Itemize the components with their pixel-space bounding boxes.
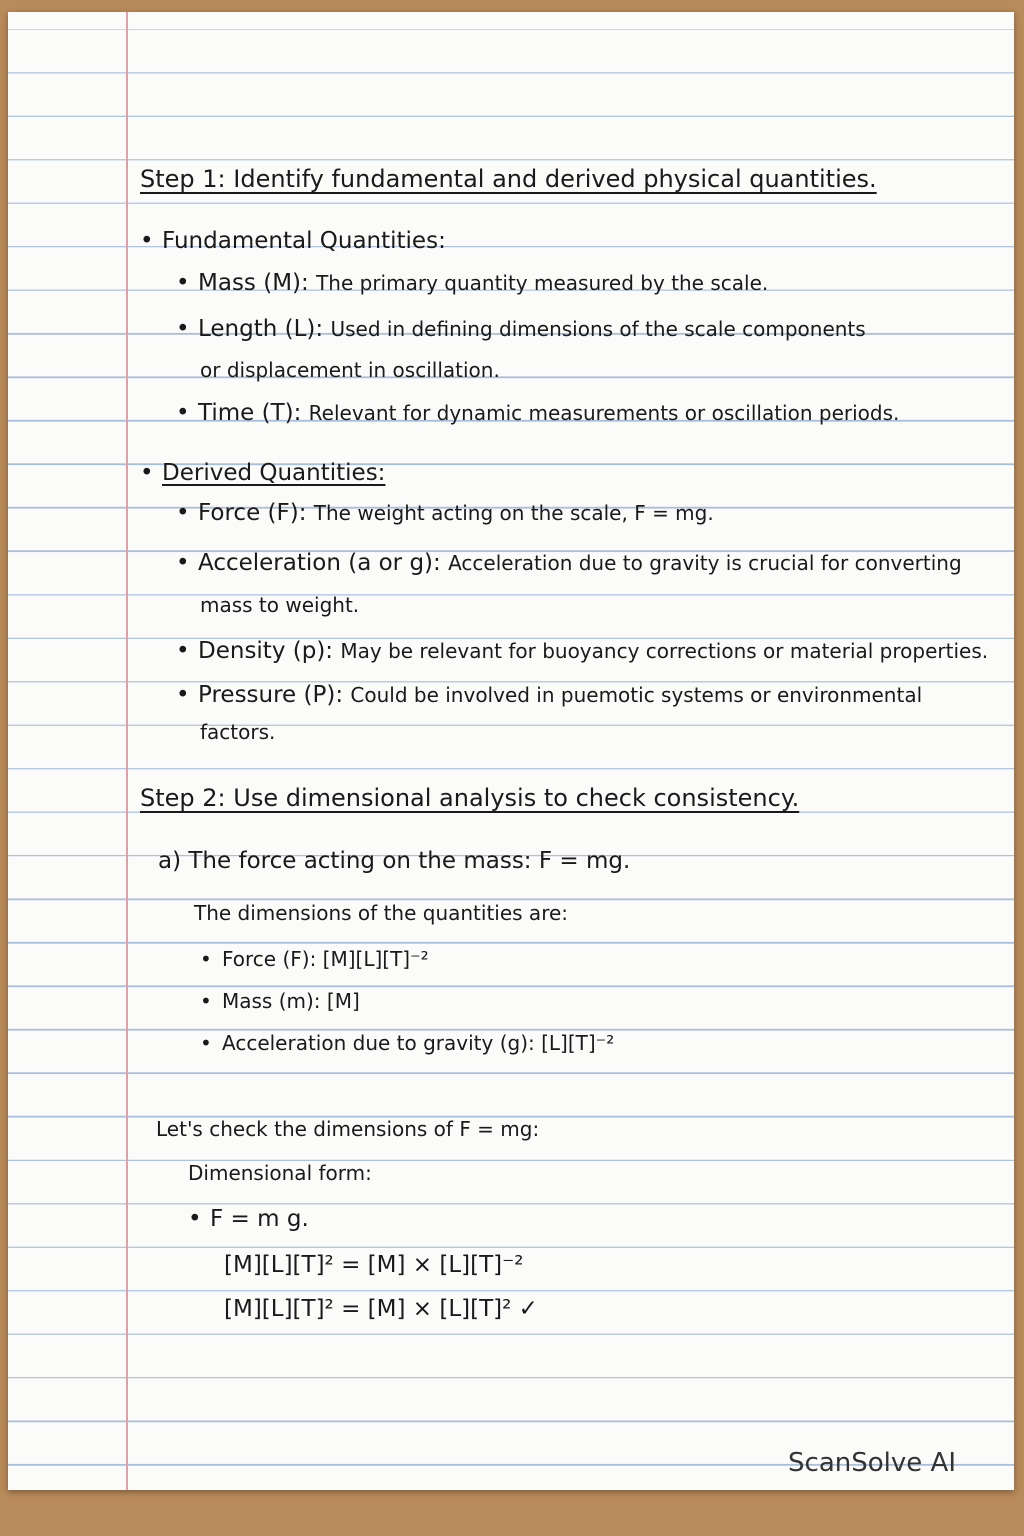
term: Length (L): (198, 316, 324, 342)
desc: Could be involved in puemotic systems or environmental (350, 683, 923, 707)
desc: The weight acting on the scale, F = mg. (313, 501, 714, 525)
bullet: • (176, 638, 190, 664)
list-item-length-cont: or displacement in oscillation. (200, 358, 500, 382)
derived-heading (140, 458, 385, 488)
bullet: • (176, 500, 190, 526)
dim-text: Acceleration due to gravity (g): [L][T]⁻² (222, 1031, 615, 1055)
bullet: • (176, 316, 190, 342)
part-a: a) The force acting on the mass: F = mg. (158, 848, 631, 874)
fundamental-heading (140, 226, 446, 256)
term: Density (p): (198, 638, 334, 664)
bullet: • (176, 270, 190, 296)
term: Force (F): (198, 500, 307, 526)
bullet: • (140, 460, 154, 486)
dims-intro: The dimensions of the quantities are: (194, 901, 569, 925)
equation-1: [M][L][T]² = [M] × [L][T]⁻² (224, 1252, 524, 1278)
list-item-acceleration (176, 548, 962, 578)
desc: Relevant for dynamic measurements or oscillation periods. (308, 401, 900, 425)
step1-title: Step 1: Identify fundamental and derived physical quantities. (140, 165, 877, 193)
list-item-mass (176, 268, 768, 298)
term: Mass (M): (198, 270, 309, 296)
list-item-pressure-cont: factors. (200, 720, 276, 744)
bullet: • (176, 682, 190, 708)
bullet: • (200, 947, 212, 971)
list-item-acceleration-cont: mass to weight. (200, 593, 360, 617)
term: Pressure (P): (198, 682, 344, 708)
dim-item-force (200, 944, 429, 974)
dim-item-gravity (200, 1028, 614, 1058)
bullet: • (176, 400, 190, 426)
eq-bullet (188, 1204, 309, 1234)
list-item-time (176, 398, 899, 428)
check-intro: Let's check the dimensions of F = mg: (156, 1117, 540, 1141)
list-item-density (176, 636, 988, 666)
bullet: • (188, 1206, 202, 1232)
notebook-page (8, 12, 1014, 1490)
desc: May be relevant for buoyancy corrections or material properties. (340, 639, 989, 663)
list-item-force (176, 498, 714, 528)
dim-item-mass (200, 986, 360, 1016)
equation-2: [M][L][T]² = [M] × [L][T]² ✓ (224, 1296, 538, 1322)
step2-title: Step 2: Use dimensional analysis to check consistency. (140, 784, 800, 812)
list-item-length (176, 314, 866, 344)
eq-bullet-text: F = m g. (210, 1206, 309, 1232)
margin-line (126, 12, 128, 1490)
desc: Acceleration due to gravity is crucial for converting (448, 551, 962, 575)
brand-watermark: ScanSolve AI (788, 1448, 956, 1478)
dim-form-label: Dimensional form: (188, 1161, 372, 1185)
fundamental-heading-text: Fundamental Quantities: (162, 228, 446, 254)
bullet: • (200, 989, 212, 1013)
dim-text: Mass (m): [M] (222, 989, 360, 1013)
derived-heading-text: Derived Quantities: (162, 460, 386, 486)
bullet: • (140, 228, 154, 254)
bullet: • (176, 550, 190, 576)
desc: The primary quantity measured by the scale. (316, 271, 769, 295)
bullet: • (200, 1031, 212, 1055)
term: Time (T): (198, 400, 302, 426)
desc: Used in defining dimensions of the scale components (330, 317, 866, 341)
term: Acceleration (a or g): (198, 550, 441, 576)
list-item-pressure (176, 680, 922, 710)
dim-text: Force (F): [M][L][T]⁻² (222, 947, 429, 971)
